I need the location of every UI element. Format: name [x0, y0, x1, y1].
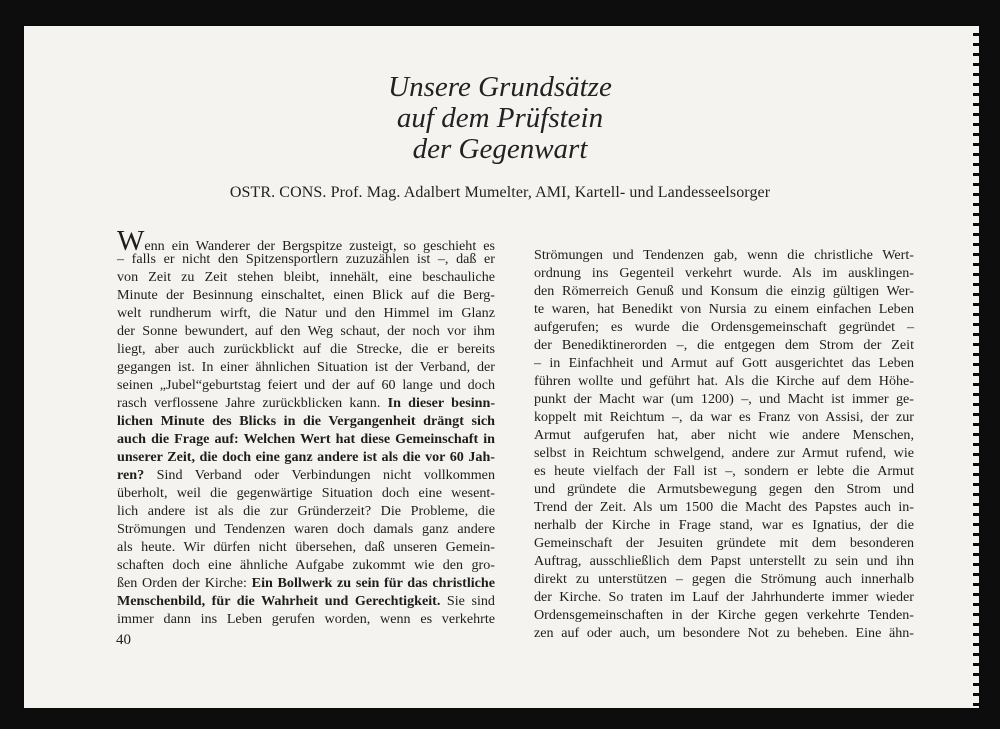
- text-line: Armut aufgerufen hat, aber nicht wie andere Menschen,: [534, 427, 914, 443]
- left-column: [117, 225, 496, 628]
- text-line: gegangen ist. In einer ähnlichen Situation ist der Verband, der: [117, 359, 495, 375]
- text-line: führen wollte und geführt hat. Als die Kirche auf dem Höhe-: [534, 373, 914, 389]
- text-line: koppelt mit Reichtum –, da war es Franz von Assisi, der zur: [534, 409, 914, 425]
- text-line: es heute vielfach der Fall ist –, sondern er lebte die Armut: [534, 463, 914, 479]
- article-title: [24, 72, 976, 165]
- document-page: [24, 26, 976, 708]
- right-column: [534, 246, 914, 642]
- text-line: ßen Orden der Kirche: Ein Bollwerk zu sein für das christliche: [117, 575, 496, 591]
- text-line: aufgerufen; es wurde die Ordensgemeinschaft gegründet –: [534, 319, 914, 335]
- text-line: der Sonne bewundert, auf den Weg schaut, der noch vor ihm: [117, 323, 495, 339]
- title-line-1: Unsere Grundsätze: [388, 71, 612, 103]
- text-line-bold: unserer Zeit, die doch eine ganz andere ist als die vor 60 Jah-: [117, 449, 495, 465]
- text-line: der Benediktinerorden –, die entgegen dem Strom der Zeit: [534, 337, 914, 353]
- title-line-2: auf dem Prüfstein: [396, 102, 604, 134]
- text-line: – in Einfachheit und Armut auf Gott ausgerichtet das Leben: [534, 355, 914, 371]
- text-line: und gründete die Armutsbewegung gegen den Strom und: [534, 481, 914, 497]
- text-line: selbst in Reichtum schwelgend, andere zur Armut rufend, wie: [534, 445, 914, 461]
- text-line: zen auf oder auch, um besondere Not zu beheben. Eine ähn-: [534, 625, 914, 641]
- drop-cap: W: [117, 225, 145, 257]
- text-line-bold: auch die Frage auf: Welchen Wert hat diese Gemeinschaft in: [117, 431, 495, 447]
- title-line-3: der Gegenwart: [412, 133, 588, 165]
- text-line: Strömungen und Tendenzen waren doch damals ganz andere: [117, 521, 495, 537]
- page-number: 40: [116, 632, 131, 648]
- text-line: von Zeit zu Zeit stehen bleibt, innehält, eine beschauliche: [117, 269, 495, 285]
- text-line: Strömungen und Tendenzen gab, wenn die christliche Wert-: [534, 247, 914, 263]
- text-line: Ordensgemeinschaften in der Kirche gegen verkehrte Tenden-: [534, 607, 914, 623]
- text-line: Trend der Zeit. Als um 1500 die Macht des Papstes auch in-: [534, 499, 914, 515]
- text-line: als heute. Wir dürfen nicht übersehen, daß unseren Gemein-: [117, 539, 495, 555]
- text-line: – falls er nicht den Spitzensportlern zuzuzählen ist –, daß er: [117, 251, 495, 267]
- text-line: den Römerreich Genuß und Konsum die einzig gültigen Wer-: [534, 283, 914, 299]
- text-line: seinen „Jubel“geburtstag feiert und der auf 60 lange und doch: [117, 377, 495, 393]
- text-line: liegt, aber auch zurückblickt auf die Strecke, die er bereits: [117, 341, 495, 357]
- text-line: Gemeinschaft der Jesuiten gründete mit dem besonderen: [534, 535, 914, 551]
- text-line: ordnung ins Gegenteil verkehrt wurde. Als im ausklingen-: [534, 265, 914, 281]
- text-line: rasch verflossene Jahre zurückblicken kann. In dieser besinn-: [117, 395, 496, 411]
- text-line: ren? Sind Verband oder Verbindungen nicht vollkommen: [117, 467, 495, 483]
- text-line: welt rundherum wirft, die Natur und den Himmel im Glanz: [117, 305, 495, 321]
- text-line: lich andere ist als die zur Gründerzeit? Die Probleme, die: [117, 503, 495, 519]
- text-line: Minute der Besinnung einschaltet, einen Blick auf die Berg-: [117, 287, 495, 303]
- text-line: nerhalb der Kirche in Frage stand, war es Ignatius, der die: [534, 517, 914, 533]
- text-line: Wenn ein Wanderer der Bergspitze zusteigt, so geschieht es: [117, 225, 495, 257]
- text-line: immer dann ins Leben gerufen worden, wenn es verkehrte: [117, 611, 495, 627]
- author-line: OSTR. CONS. Prof. Mag. Adalbert Mumelter, AMI, Kartell- und Landesseelsorger: [229, 184, 771, 201]
- text-line: punkt der Macht war (um 1200) –, und Macht ist immer ge-: [534, 391, 914, 407]
- text-line: schaften doch eine ähnliche Aufgabe zukommt wie den gro-: [117, 557, 495, 573]
- text-line: der Kirche. So traten im Lauf der Jahrhunderte immer wieder: [534, 589, 914, 605]
- text-line: te waren, hat Benedikt von Nursia zu einem einfachen Leben: [534, 301, 914, 317]
- text-line: überholt, weil die gegenwärtige Situation doch eine wesent-: [117, 485, 495, 501]
- text-line: Auftrag, ausschließlich dem Papst unterstellt zu sein und ihn: [534, 553, 914, 569]
- text-line: Menschenbild, für die Wahrheit und Gerechtigkeit. Sie sind: [117, 593, 495, 609]
- text-line: direkt zu unterstützen – gegen die Strömung auch innerhalb: [534, 571, 914, 587]
- text-line-bold: lichen Minute des Blicks in die Vergangenheit drängt sich: [117, 413, 495, 429]
